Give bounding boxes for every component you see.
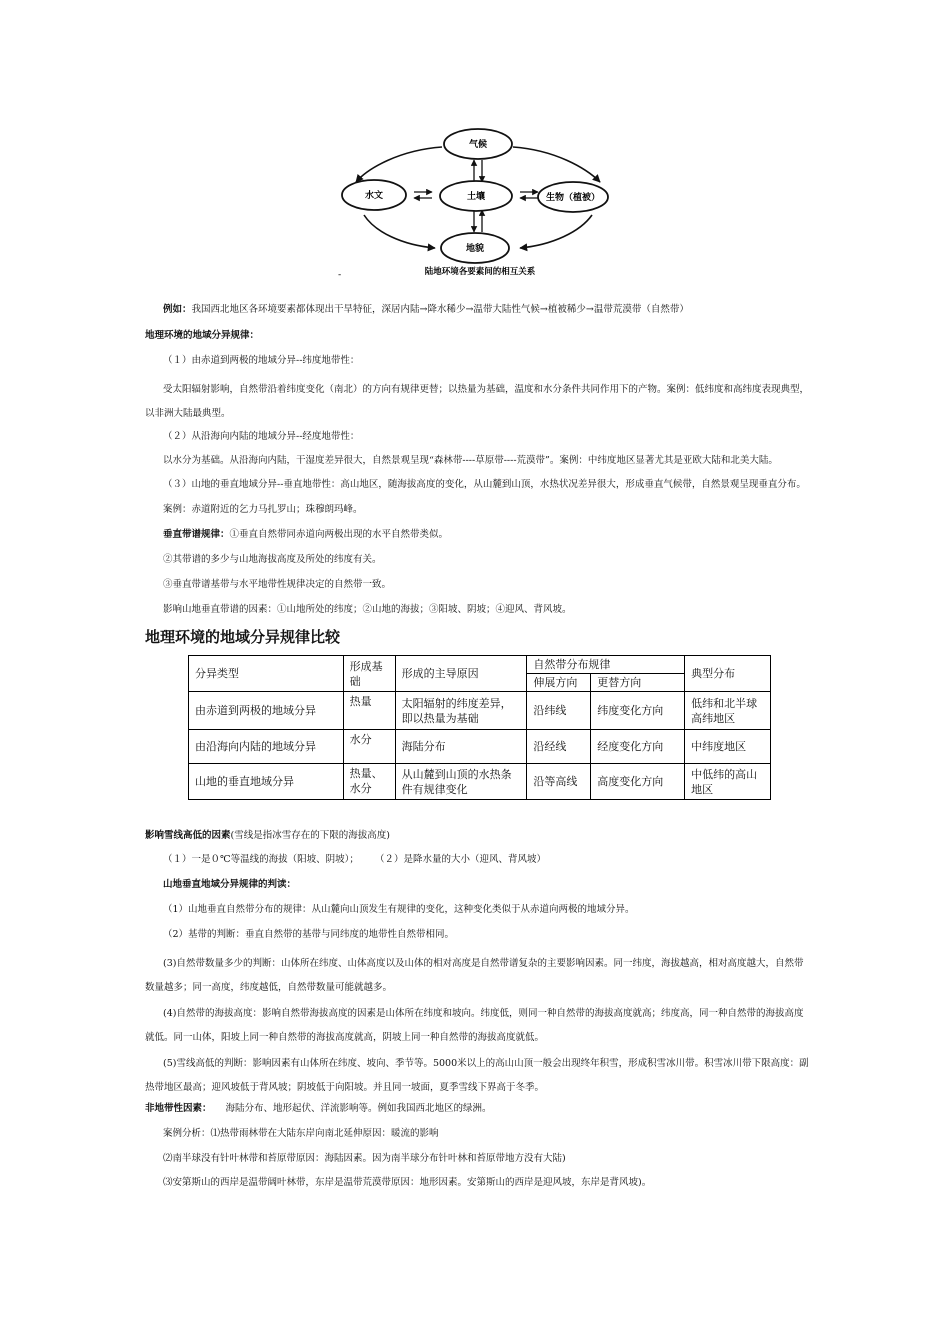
judge-item-3: (3)自然带数量多少的判断：山体所在纬度、山体高度以及山体的相对高度是自然带谱复杂的主要影响因素。同一纬度，海拔越高，相对高度越大，自然带数量越多；同一高度，纬度越低，自然带数量可能就越多。: [145, 958, 804, 993]
header-extend: 伸展方向: [527, 674, 591, 692]
snowline-heading: [145, 829, 390, 843]
cell-extend: 沿等高线: [527, 764, 591, 800]
label-biology: 生物（植被）: [545, 193, 601, 203]
label-soil: 土壤: [466, 192, 486, 202]
header-type: 分异类型: [189, 656, 344, 692]
cell-type: 山地的垂直地域分异: [189, 764, 344, 800]
label-climate: 气候: [468, 140, 488, 150]
header-cause: 形成的主导原因: [395, 656, 527, 692]
snowline-label: 影响雪线高低的因素: [145, 830, 231, 841]
longitude-text: 以水分为基础。从沿海向内陆，干湿度差异很大，自然景观呈现“森林带----草原带----荒漠带”。案例：中纬度地区显著尤其是亚欧大陆和北美大陆。: [163, 455, 778, 466]
latitude-text: 受太阳辐射影响，自然带沿着纬度变化（南北）的方向有规律更替；以热量为基础，温度和水分条件共同作用下的产物。案例：低纬度和高纬度表现典型，以非洲大陆最典型。: [145, 384, 810, 419]
example-label: 例如：: [163, 304, 192, 315]
cell-cause: 海陆分布: [395, 730, 527, 764]
cell-typical: 中纬度地区: [685, 730, 771, 764]
nonzonal-paragraph: [145, 1102, 492, 1116]
diagram-caption: 陆地环境各要素间的相互关系: [424, 267, 536, 277]
snowline-factor-2: （２）是降水量的大小（迎风、背风坡）: [375, 854, 547, 865]
cell-type: 由沿海向内陆的地域分异: [189, 730, 344, 764]
arc-bottom-right: [520, 215, 592, 248]
latitude-title: （１）由赤道到两极的地域分异--纬度地带性：: [163, 355, 360, 366]
example-text: 我国西北地区各环境要素都体现出干旱特征，深居内陆→降水稀少→温带大陆性气候→植被稀少→温带荒漠带（自然带）: [191, 304, 689, 315]
label-landform: 地貌: [465, 244, 485, 254]
case-analysis-1: 案例分析：⑴热带雨林带在大陆东岸向南北延伸原因：暖流的影响: [163, 1128, 439, 1139]
header-alternate: 更替方向: [591, 674, 685, 692]
arrows-hydrology-soil: [414, 192, 432, 198]
vertical-title: （３）山地的垂直地域分异--垂直地带性：高山地区，随海拔高度的变化，从山麓到山顶，水热状况差异很大，形成垂直气候带，自然景观呈现垂直分布。: [163, 479, 806, 490]
arc-top-left: [356, 147, 442, 182]
judge-item-2: （2）基带的判断：垂直自然带的基带与同纬度的地带性自然带相同。: [163, 929, 455, 940]
judge-item-5: (5)雪线高低的判断：影响因素有山体所在纬度、坡向、季节等。5000米以上的高山山顶一般会出现终年积雪，形成积雪冰川带。积雪冰川带下限高度：副热带地区最高；迎风坡低于背风坡；阴坡低于向阳坡。并且同一坡面，夏季雪线下界高于冬季。: [145, 1058, 809, 1093]
judge-heading: 山地垂直地域分异规律的判读：: [163, 879, 297, 890]
comparison-table: [188, 655, 771, 800]
cell-extend: 沿经线: [527, 730, 591, 764]
snowline-note: (雪线是指冰雪存在的下限的海拔高度): [230, 830, 390, 841]
spectrum-1-text: ①垂直自然带同赤道向两极出现的水平自然带类似。: [229, 529, 449, 540]
heading-zonal-law: 地理环境的地域分异规律：: [145, 330, 260, 341]
cell-basis: 热量、水分: [343, 764, 395, 800]
arc-top-right: [513, 147, 600, 182]
longitude-title: （２）从沿海向内陆的地域分异--经度地带性：: [163, 431, 360, 442]
table-row: [189, 730, 771, 764]
spectrum-factors: 影响山地垂直带谱的因素：①山地所处的纬度；②山地的海拔；③阳坡、阴坡；④迎风、背风坡。: [163, 604, 572, 615]
table-row: [189, 692, 771, 730]
cell-alternate: 纬度变化方向: [591, 692, 685, 730]
arrows-soil-biology: [520, 192, 538, 198]
header-pattern: 自然带分布规律: [527, 656, 685, 674]
case-analysis-3: ⑶安第斯山的西岸是温带阔叶林带，东岸是温带荒漠带原因：地形因素。安第斯山的西岸是迎风坡，东岸是背风坡)。: [163, 1177, 652, 1188]
header-typical: 典型分布: [685, 656, 771, 692]
vertical-case: 案例：赤道附近的乞力马扎罗山；珠穆朗玛峰。: [163, 504, 363, 515]
snowline-factor-1: （１）一是０℃等温线的海拔（阳坡、阴坡）；: [163, 854, 359, 865]
cell-typical: 低纬和北半球高纬地区: [685, 692, 771, 730]
spectrum-rule-1: [163, 528, 448, 542]
nonzonal-text: 海陆分布、地形起伏、洋流影响等。例如我国西北地区的绿洲。: [225, 1103, 492, 1114]
nonzonal-label: 非地带性因素：: [145, 1103, 212, 1114]
judge-item-1: （1）山地垂直自然带分布的规律：从山麓向山顶发生有规律的变化，这种变化类似于从赤道向两极的地域分异。: [163, 904, 635, 915]
cell-alternate: 经度变化方向: [591, 730, 685, 764]
arc-bottom-left: [364, 215, 435, 248]
cell-cause: 从山麓到山顶的水热条件有规律变化: [395, 764, 527, 800]
table-header-row: [189, 656, 771, 674]
cell-cause: 太阳辐射的纬度差异，即以热量为基础: [395, 692, 527, 730]
judge-item-4: (4)自然带的海拔高度：影响自然带海拔高度的因素是山体所在纬度和坡向。纬度低，则同一种自然带的海拔高度就高；纬度高，同一种自然带的海拔高度就低。同一山体，阳坡上同一种自然带的海拔高度就高，阴坡上同一种自然带的海拔高度就低。: [145, 1008, 804, 1043]
arrows-soil-landform: [474, 210, 482, 232]
cell-basis: 水分: [343, 730, 395, 764]
cell-alternate: 高度变化方向: [591, 764, 685, 800]
spectrum-rule-2: ②其带谱的多少与山地海拔高度及所处的纬度有关。: [163, 554, 382, 565]
spectrum-label: 垂直带谱规律：: [163, 529, 230, 540]
comparison-heading: 地理环境的地域分异规律比较: [145, 628, 341, 646]
spectrum-rule-3: ③垂直带谱基带与水平地带性规律决定的自然带一致。: [163, 579, 392, 590]
environment-elements-diagram: [330, 120, 630, 285]
diagram-dash: -: [338, 270, 342, 280]
cell-extend: 沿纬线: [527, 692, 591, 730]
example-paragraph: [163, 303, 689, 317]
cell-basis: 热量: [343, 692, 395, 730]
cell-typical: 中低纬的高山地区: [685, 764, 771, 800]
label-hydrology: 水文: [364, 191, 384, 201]
case-analysis-2: ⑵南半球没有针叶林带和苔原带原因：海陆因素。因为南半球分布针叶林和苔原带地方没有大陆): [163, 1153, 566, 1164]
header-basis: 形成基础: [343, 656, 395, 692]
cell-type: 由赤道到两极的地域分异: [189, 692, 344, 730]
arrows-soil-climate: [474, 160, 482, 182]
table-row: [189, 764, 771, 800]
